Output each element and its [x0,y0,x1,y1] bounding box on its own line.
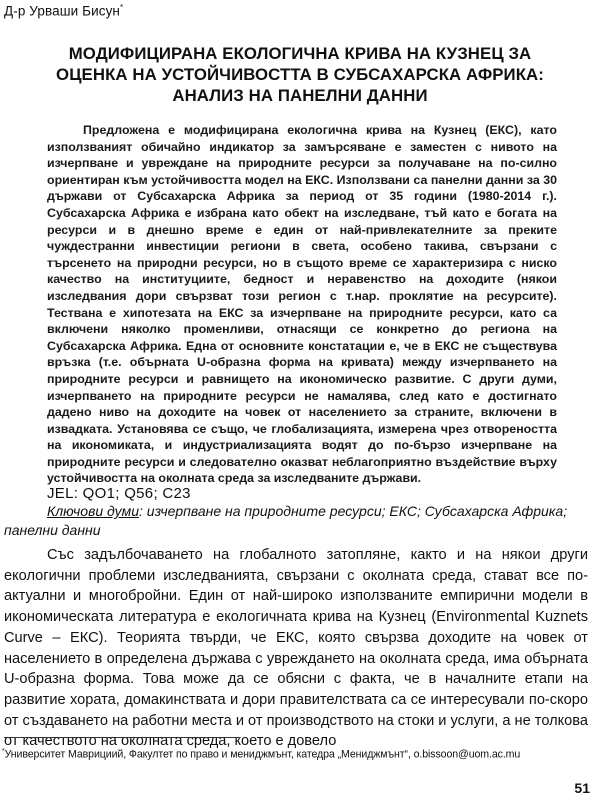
keywords-separator: : [139,503,143,519]
footnote-marker: * [2,748,5,755]
footnote [2,748,520,761]
keywords-label: Ключови думи [47,503,140,519]
author-name [4,3,123,19]
abstract-text: Предложена е модифицирана екологична крива на Кузнец (ЕКС), като използваният обичайно индикатор за замърсяване е заместен с нивото на изчерпване и увреждане на природните ресурси за получаване на по-силно ориентиран към устойчивостта модел на ЕКС. Използвани са панелни данни за 30 държави от Субсахарска Африка за период от 35 години (1980-2014 г.). Субсахарска Африка е избрана като обект на изследване, тъй като е богата на ресурси и в днешно време е един от най-привлекателните за преките чуждестранни инвестиции региони в света, особено такива, свързани с търсенето на природни ресурси, но в същото време се характеризира с ниско качество на институциите, бедност и неравенство на доходите (някои изследвания дори свързват този регион с т.нар. проклятие на ресурсите). Тествана е хипотезата на ЕКС за изчерпване на природните ресурси, като са включени няколко променливи, отнасящи се конкретно до региона на Субсахарска Африка. Една от основните констатации е, че в ЕКС не съществува връзка (т.е. обърната U-образна форма на кривата) между изчерпването на природните ресурси и равнището на икономическо развитие. С други думи, изчерпването на природните ресурси не намалява, след като е достигнато дадено ниво на доходите на човек от населението за страните, включени в извадката. Установява се също, че глобализацията, измерена чрез отвореността на икономиката, и индустриализацията водят до по-бързо изчерпване на природните ресурси и следователно оказват неблагоприятно въздействие върху устойчивостта на околната среда за изследваните държави. [47,123,557,486]
jel-codes: JEL: QO1; Q56; C23 [47,485,191,502]
body-text [4,545,588,752]
footnote-text: Университет Маврициий, Факултет по право и мениджмънт, катедра „Мениджмънт“, o.bissoon@uom.ac.mu [4,748,521,761]
title-line-2: ОЦЕНКА НА УСТОЙЧИВОСТТА В СУБСАХАРСКА АФРИКА: [56,65,544,84]
abstract [47,122,557,487]
title-line-1: МОДИФИЦИРАНА ЕКОЛОГИЧНА КРИВА НА КУЗНЕЦ ЗА [68,44,532,63]
keywords-text: изчерпване на природните ресурси; ЕКС; Субсахарска Африка; панелни данни [4,503,568,538]
keywords [4,502,588,540]
page-number: 51 [574,780,590,796]
body-paragraph: Със задълбочаването на глобалното затопляне, както и на някои други екологични проблеми изследванията, свързани с околната среда, стават все по-актуални и многобройни. Един от най-широко използваните емпирични модели в икономическата литература е екологичната крива на Кузнец (Environmental Kuznets Curve – ЕКС). Теорията твърди, че ЕКС, която свързва доходите на човек от населението в определена държава с увреждането на околната среда, има обърната U-образна форма. Това може да се обясни с факта, че в началните етапи на развитие хората, домакинствата и дори правителствата са се интересували по-скоро от създаването на работни места и от производството на стоки и услуги, а не толкова от качеството на околната среда, което е довело [4,547,588,750]
footnote-divider [4,737,239,738]
author-text: Д-р Урваши Бисун [4,3,120,19]
author-footnote-marker: * [119,3,124,12]
title-line-3: АНАЛИЗ НА ПАНЕЛНИ ДАННИ [172,86,428,105]
article-title [20,43,580,106]
